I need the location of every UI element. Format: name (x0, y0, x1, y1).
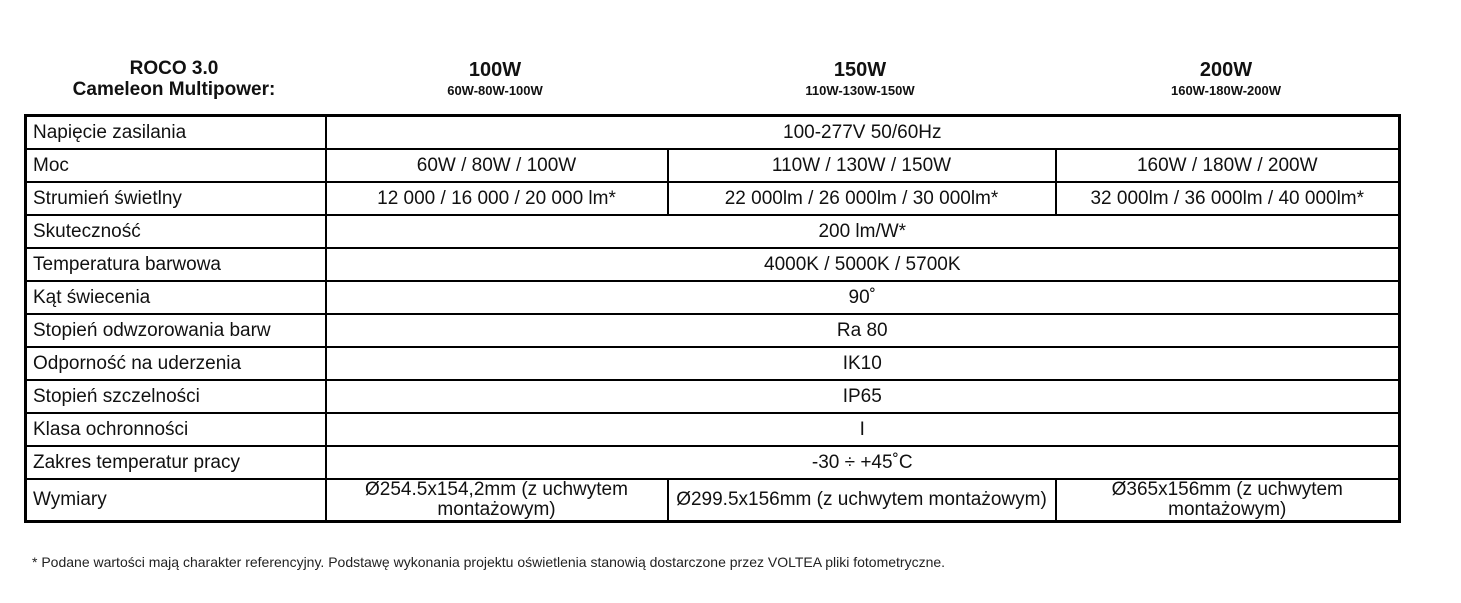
column-power: 100W (468, 59, 522, 81)
column-power: 200W (1199, 59, 1253, 81)
table-header (24, 58, 1398, 108)
column-power: 150W (833, 59, 887, 81)
row-value: -30 ÷ +45˚C (326, 446, 1400, 479)
column-variants: 160W-180W-200W (1170, 83, 1282, 98)
table-row (26, 479, 1400, 522)
row-value: I (326, 413, 1400, 446)
row-label: Klasa ochronności (26, 413, 326, 446)
row-value: 100-277V 50/60Hz (326, 116, 1400, 150)
column-variants: 110W-130W-150W (805, 83, 915, 98)
row-value: 4000K / 5000K / 5700K (326, 248, 1400, 281)
row-value: 200 lm/W* (326, 215, 1400, 248)
row-value: 110W / 130W / 150W (668, 149, 1056, 182)
row-label: Moc (26, 149, 326, 182)
row-label: Temperatura barwowa (26, 248, 326, 281)
row-label: Wymiary (26, 479, 326, 522)
row-value: IK10 (326, 347, 1400, 380)
row-label: Stopień odwzorowania barw (26, 314, 326, 347)
table-row (26, 380, 1400, 413)
row-value: 32 000lm / 36 000lm / 40 000lm* (1056, 182, 1400, 215)
table-row (26, 413, 1400, 446)
column-header-150w (666, 58, 1054, 99)
row-value: Ø254.5x154,2mm (z uchwytem montażowym) (326, 479, 668, 522)
column-header-200w (1054, 58, 1398, 99)
column-variants: 60W-80W-100W (447, 83, 543, 98)
model-name-line1: ROCO 3.0 (129, 58, 219, 79)
row-label: Skuteczność (26, 215, 326, 248)
row-value: 160W / 180W / 200W (1056, 149, 1400, 182)
model-name-line2: Cameleon Multipower: (72, 79, 276, 100)
row-value: IP65 (326, 380, 1400, 413)
row-label: Strumień świetlny (26, 182, 326, 215)
row-label: Odporność na uderzenia (26, 347, 326, 380)
row-value: Ø299.5x156mm (z uchwytem montażowym) (668, 479, 1056, 522)
table-row (26, 215, 1400, 248)
table-row (26, 281, 1400, 314)
table-row (26, 446, 1400, 479)
table-row (26, 182, 1400, 215)
row-value: 12 000 / 16 000 / 20 000 lm* (326, 182, 668, 215)
table-row (26, 347, 1400, 380)
table-row (26, 149, 1400, 182)
model-name (24, 58, 324, 100)
table-row (26, 116, 1400, 150)
row-value: Ra 80 (326, 314, 1400, 347)
row-value: 22 000lm / 26 000lm / 30 000lm* (668, 182, 1056, 215)
row-value: 90˚ (326, 281, 1400, 314)
spec-table (24, 114, 1401, 523)
row-label: Zakres temperatur pracy (26, 446, 326, 479)
footnote: * Podane wartości mają charakter referencyjny. Podstawę wykonania projektu oświetlenia stanowią dostarczone przez VOLTEA pliki fotometryczne. (32, 554, 946, 570)
row-label: Napięcie zasilania (26, 116, 326, 150)
row-label: Stopień szczelności (26, 380, 326, 413)
table-row (26, 248, 1400, 281)
column-header-100w (324, 58, 666, 99)
row-label: Kąt świecenia (26, 281, 326, 314)
row-value: Ø365x156mm (z uchwytem montażowym) (1056, 479, 1400, 522)
table-row (26, 314, 1400, 347)
row-value: 60W / 80W / 100W (326, 149, 668, 182)
